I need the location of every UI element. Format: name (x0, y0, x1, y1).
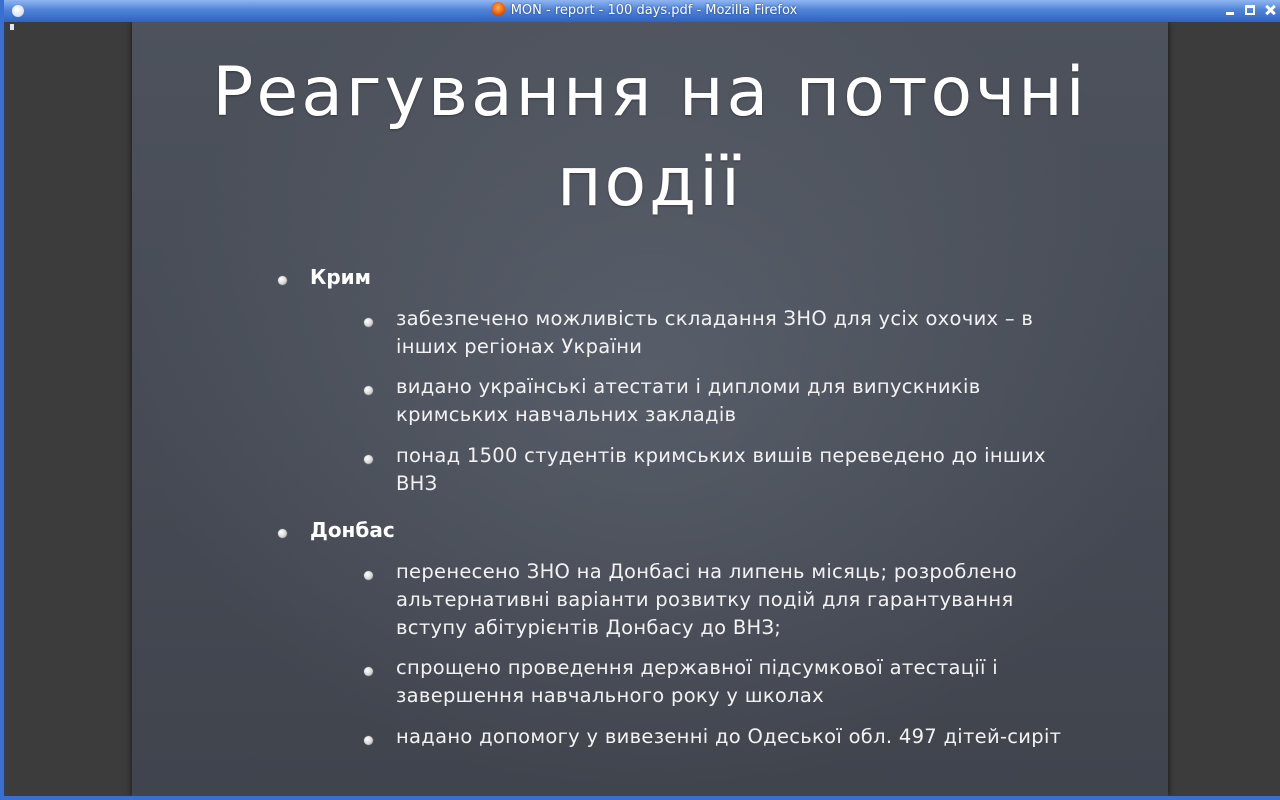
pdf-page (132, 22, 1168, 796)
list-item: надано допомогу у вивезенні до Одеської обл. 497 дітей-сиріт (396, 725, 1062, 748)
section-heading-crimea: Крим (310, 265, 372, 289)
window-title: MON - report - 100 days.pdf - Mozilla Firefox (510, 3, 798, 18)
pdf-viewer[interactable] (8, 22, 1280, 796)
minimize-icon[interactable] (1224, 4, 1236, 16)
close-icon[interactable] (1264, 4, 1276, 16)
item-bullet-icon (364, 386, 373, 395)
list-item: видано українські атестати і дипломи для випускників кримських навчальних закладів (396, 375, 981, 426)
section-bullet-icon (278, 276, 287, 285)
window-controls (1220, 4, 1276, 18)
list-item: спрощено проведення державної підсумкової атестації і завершення навчального року у школах (396, 656, 998, 707)
slide-title: Реагування на поточні події (212, 53, 1088, 222)
section-bullet-icon (278, 529, 287, 538)
section-heading-donbas: Донбас (310, 518, 395, 542)
list-item: перенесено ЗНО на Донбасі на липень місяць; розроблено альтернативні варіанти розвитку подій для гарантування вступу абітурієнтів Донбасу до ВНЗ; (396, 560, 1017, 639)
window-menu-icon[interactable] (12, 5, 24, 17)
item-bullet-icon (364, 318, 373, 327)
item-bullet-icon (364, 667, 373, 676)
viewer-corner-marker (10, 24, 14, 30)
item-bullet-icon (364, 455, 373, 464)
list-item: понад 1500 студентів кримських вишів переведено до інших ВНЗ (396, 444, 1046, 495)
slide-bullets (132, 22, 1168, 796)
list-item: забезпечено можливість складання ЗНО для усіх охочих – в інших регіонах України (396, 307, 1034, 358)
firefox-icon (491, 2, 505, 16)
item-bullet-icon (364, 571, 373, 580)
window-titlebar[interactable] (4, 0, 1280, 22)
item-bullet-icon (364, 736, 373, 745)
maximize-icon[interactable] (1244, 4, 1256, 16)
